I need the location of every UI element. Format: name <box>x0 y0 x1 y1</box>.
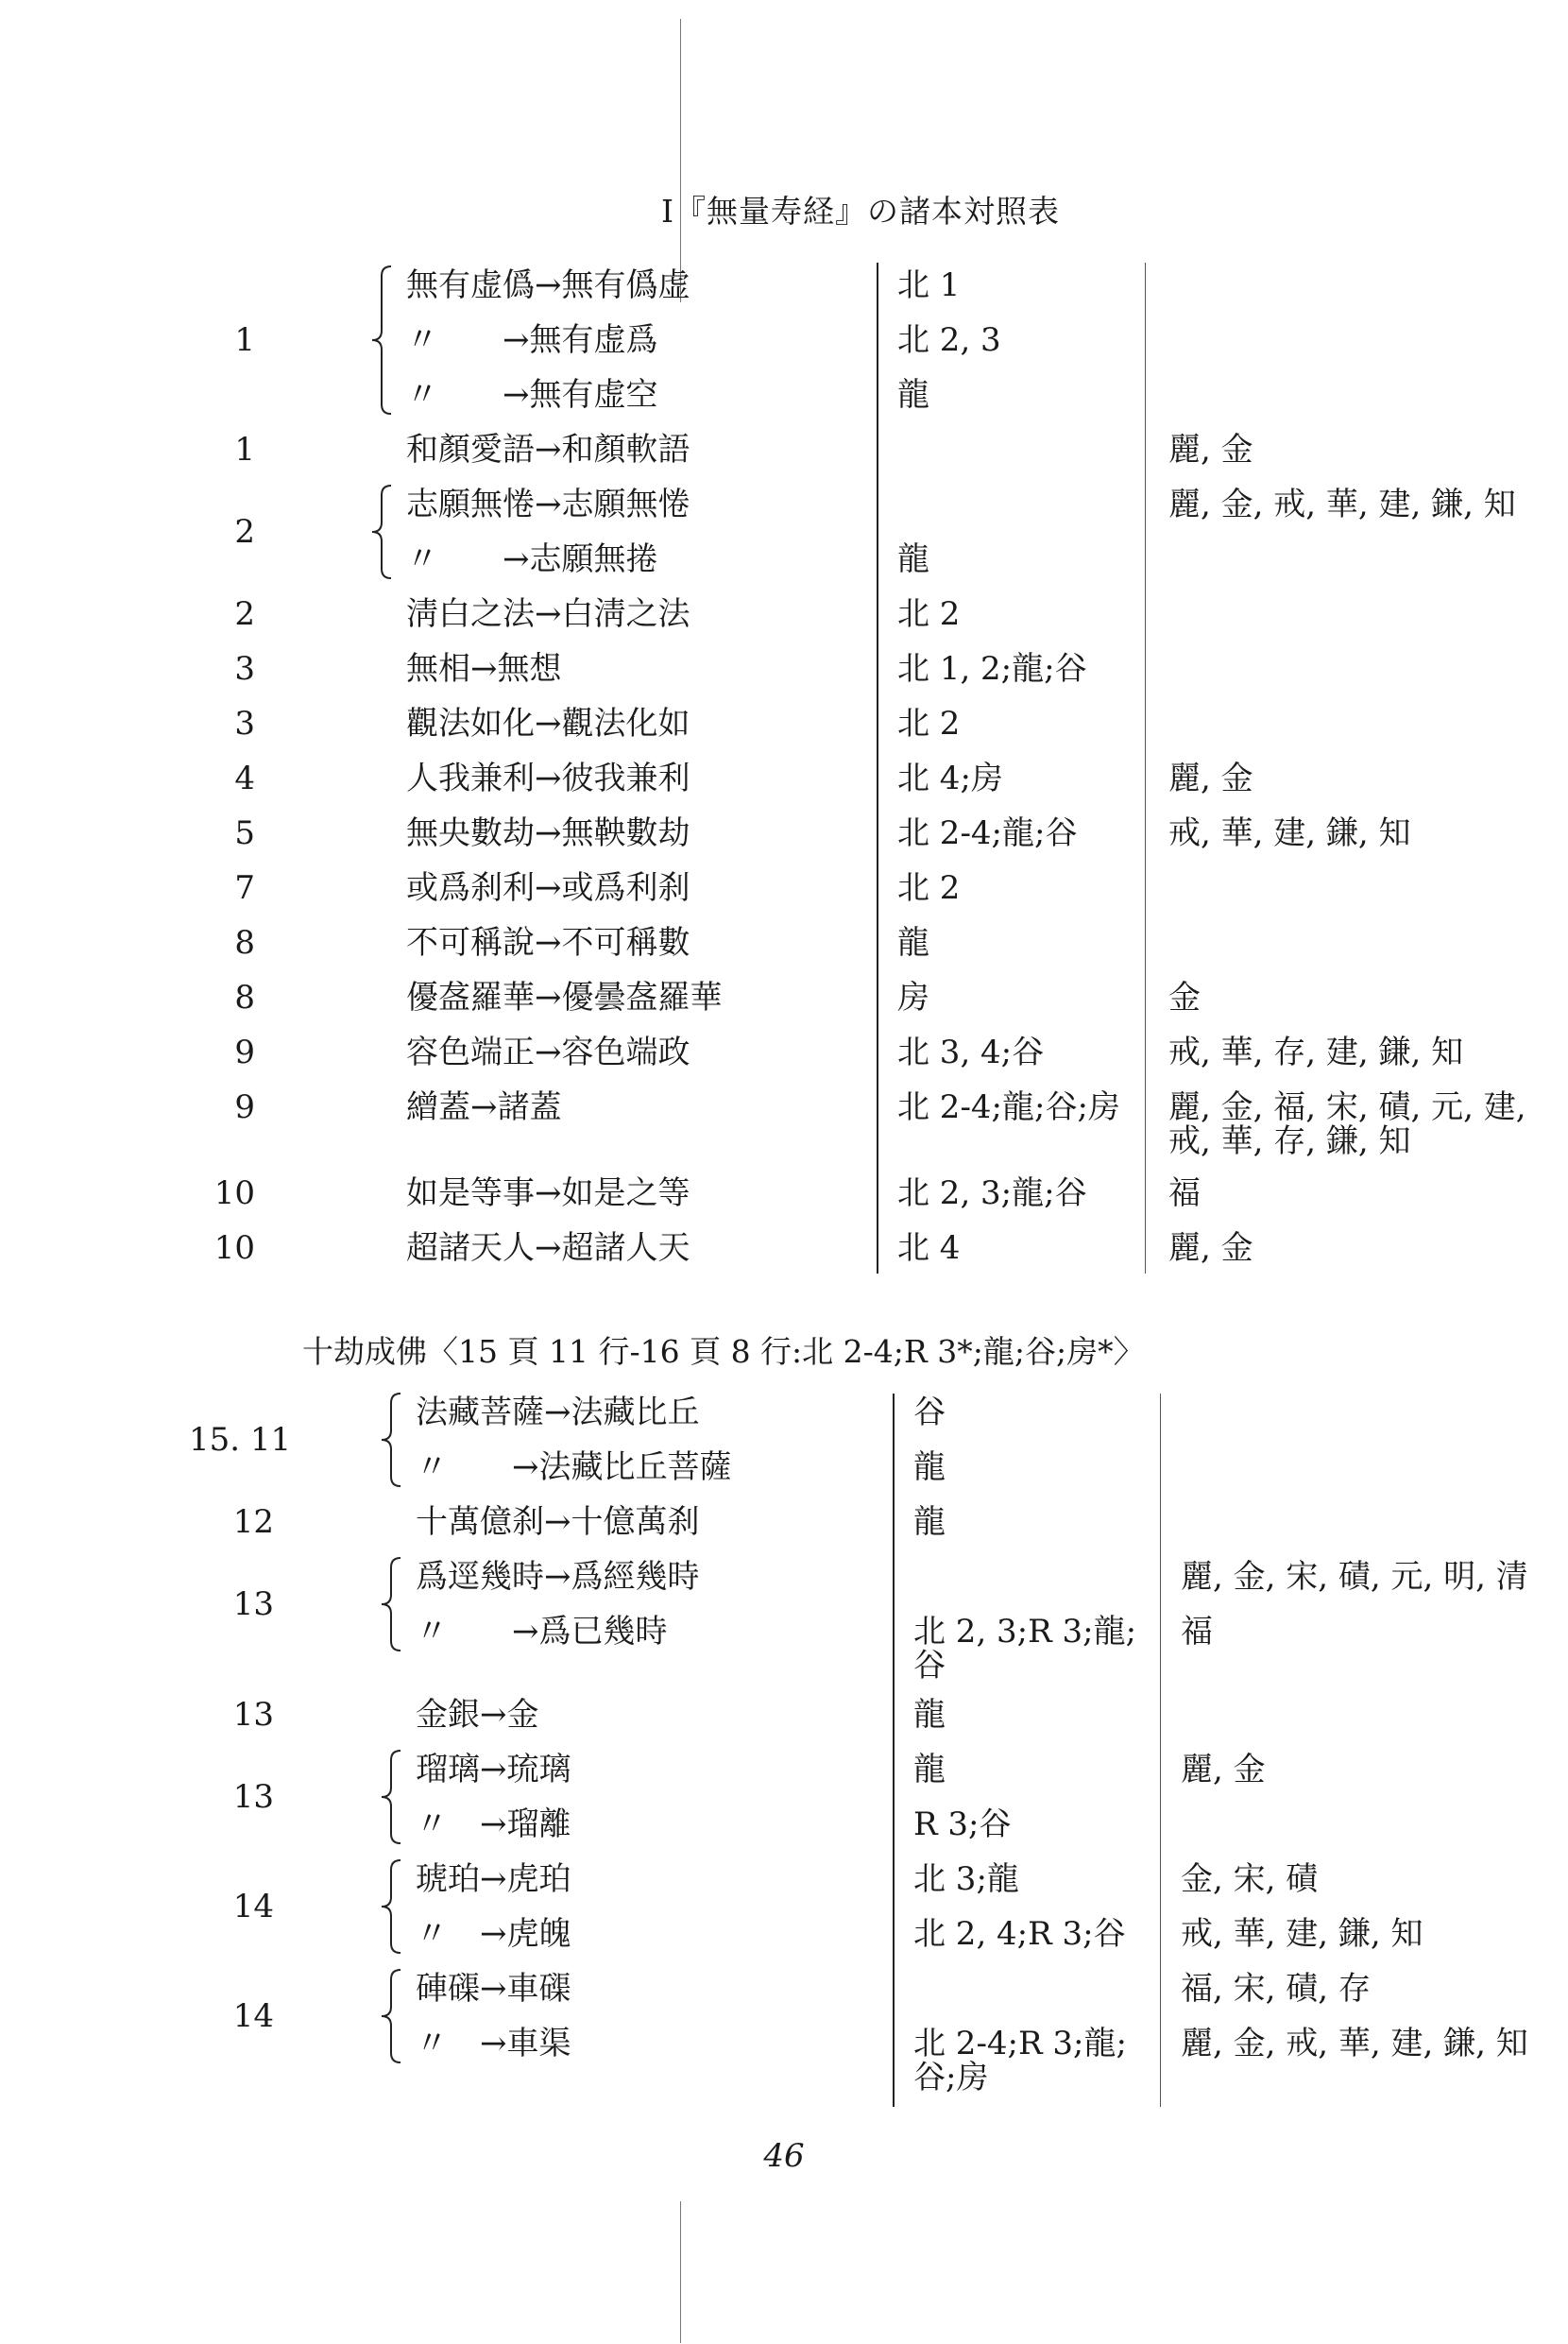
witness-column-2: 北 3, 4;谷 <box>897 1034 1045 1071</box>
witness-column-2: 龍 <box>913 1751 946 1788</box>
witness-column-3: 麗, 金 <box>1168 431 1253 469</box>
group-brace <box>378 1749 406 1845</box>
witness-column-3: 戒, 華, 建, 鎌, 知 <box>1168 814 1411 852</box>
witness-column-2: 谷 <box>913 1394 946 1431</box>
table-row <box>0 645 1568 693</box>
witness-column-2: 北 2-4;龍;谷;房 <box>897 1088 1120 1126</box>
witness-column-2: 北 2-4;龍;谷 <box>897 814 1078 852</box>
fold-line <box>680 19 681 302</box>
group-brace <box>378 1556 406 1652</box>
variant-reading: 無央數劫→無鞅數劫 <box>406 814 690 852</box>
witness-column-3: 麗, 金 <box>1181 1751 1266 1788</box>
witness-column-2: 北 2 <box>897 869 961 907</box>
table-row <box>0 536 1568 583</box>
row-number: 2 <box>234 513 255 551</box>
witness-column-3: 戒, 華, 存, 建, 鎌, 知 <box>1168 1034 1464 1071</box>
witness-column-3: 麗, 金, 福, 宋, 磧, 元, 建, <box>1168 1088 1526 1126</box>
witness-column-3: 戒, 華, 建, 鎌, 知 <box>1181 1915 1423 1953</box>
witness-column-3: 麗, 金, 宋, 磧, 元, 明, 清 <box>1181 1558 1528 1596</box>
table-row <box>0 1553 1568 1623</box>
variant-reading: 硨磲→車磲 <box>416 1970 571 2008</box>
row-number: 8 <box>234 924 255 962</box>
variant-reading: 容色端正→容色端政 <box>406 1034 690 1071</box>
witness-column-2: 北 2, 4;R 3;谷 <box>913 1915 1126 1953</box>
witness-column-2: 龍 <box>897 540 929 578</box>
section-heading: 十劫成佛〈15 頁 11 行-16 頁 8 行:北 2-4;R 3*;龍;谷;房*〉 <box>302 1333 1145 1370</box>
variant-reading: 〃 →無有虚爲 <box>406 321 658 359</box>
witness-column-2: 北 2, 3 <box>897 321 1001 359</box>
variant-reading: 如是等事→如是之等 <box>406 1174 690 1212</box>
row-number: 1 <box>234 431 255 469</box>
witness-column-3: 麗, 金 <box>1168 1229 1253 1267</box>
row-number: 10 <box>213 1229 255 1267</box>
row-number: 9 <box>234 1088 255 1126</box>
variant-reading: 琥珀→虎珀 <box>416 1860 571 1898</box>
row-number: 1 <box>234 321 255 359</box>
witness-column-3: 金, 宋, 磧 <box>1181 1860 1319 1898</box>
witness-column-3: 麗, 金 <box>1168 760 1253 797</box>
table-row <box>0 1224 1568 1272</box>
variant-reading: 十萬億刹→十億萬刹 <box>416 1503 700 1541</box>
variant-reading: 〃 →車渠 <box>416 2025 571 2062</box>
variant-reading: 法藏菩薩→法藏比丘 <box>416 1394 700 1431</box>
row-number: 13 <box>232 1778 274 1816</box>
group-brace <box>378 1968 406 2064</box>
table-row <box>0 1965 1568 2035</box>
table-row <box>0 1608 1568 1685</box>
witness-column-3: 福 <box>1168 1174 1201 1212</box>
variant-reading: 無相→無想 <box>406 650 562 688</box>
row-number: 14 <box>232 1997 274 2035</box>
group-brace <box>368 484 397 580</box>
table-row <box>0 481 1568 551</box>
row-number: 13 <box>232 1585 274 1623</box>
variant-reading: 優盋羅華→優曇盋羅華 <box>406 979 723 1017</box>
variant-reading: 或爲刹利→或爲利刹 <box>406 869 690 907</box>
table-row <box>0 1029 1568 1076</box>
table-row <box>0 1801 1568 1848</box>
witness-column-2: 北 1, 2;龍;谷 <box>897 650 1087 688</box>
table-row <box>0 1691 1568 1738</box>
row-number: 15. 11 <box>189 1421 292 1459</box>
variant-reading: 〃 →爲已幾時 <box>416 1613 668 1651</box>
table-row <box>0 371 1568 419</box>
variant-reading: 超諸天人→超諸人天 <box>406 1229 690 1267</box>
table-row <box>0 810 1568 857</box>
witness-column-2: 北 4;房 <box>897 760 1003 797</box>
variant-reading: 金銀→金 <box>416 1696 539 1734</box>
table-row <box>0 1084 1568 1160</box>
variant-reading: 不可稱說→不可稱數 <box>406 924 690 962</box>
table-row <box>0 919 1568 967</box>
variant-reading: 〃 →瑠離 <box>416 1805 571 1843</box>
table-row <box>0 2020 1568 2096</box>
witness-column-3: 福 <box>1181 1613 1213 1651</box>
table-row <box>0 1910 1568 1958</box>
table-row <box>0 1389 1568 1459</box>
row-number: 10 <box>213 1174 255 1212</box>
witness-column-2: 北 2 <box>897 705 961 743</box>
witness-column-2: 北 4 <box>897 1229 961 1267</box>
row-number: 3 <box>234 705 255 743</box>
table-row <box>0 974 1568 1021</box>
table-row <box>0 1444 1568 1491</box>
witness-column-2: 北 2, 3;R 3;龍; <box>913 1613 1137 1651</box>
table-row <box>0 1856 1568 1925</box>
table-row <box>0 1170 1568 1217</box>
group-brace <box>368 265 397 416</box>
table-row <box>0 590 1568 638</box>
table-row <box>0 317 1568 364</box>
row-number: 7 <box>234 869 255 907</box>
row-number: 3 <box>234 650 255 688</box>
group-brace <box>378 1392 406 1488</box>
group-brace <box>378 1858 406 1955</box>
row-number: 12 <box>232 1503 274 1541</box>
variant-reading: 〃 →無有虚空 <box>406 376 658 414</box>
page-title: Ⅰ『無量寿経』の諸本対照表 <box>661 193 1061 230</box>
witness-column-2: 龍 <box>897 924 929 962</box>
variant-reading: 人我兼利→彼我兼利 <box>406 760 690 797</box>
witness-column-2: 北 2-4;R 3;龍; <box>913 2025 1127 2062</box>
table-row <box>0 1746 1568 1816</box>
table-row <box>0 755 1568 802</box>
variant-reading: 志願無惓→志願無惓 <box>406 486 690 523</box>
witness-column-2-continued: 谷 <box>913 1647 946 1685</box>
witness-column-3: 福, 宋, 磧, 存 <box>1181 1970 1371 2008</box>
row-number: 4 <box>234 760 255 797</box>
witness-column-2: 龍 <box>913 1696 946 1734</box>
variant-reading: 觀法如化→觀法化如 <box>406 705 690 743</box>
variant-reading: 淸白之法→白淸之法 <box>406 595 690 633</box>
variant-reading: 〃 →法藏比丘菩薩 <box>416 1448 732 1486</box>
witness-column-2: 龍 <box>897 376 929 414</box>
page-number: 46 <box>763 2137 805 2175</box>
row-number: 8 <box>234 979 255 1017</box>
table-row <box>0 1498 1568 1546</box>
witness-column-2: 北 2 <box>897 595 961 633</box>
variant-reading: 〃 →志願無捲 <box>406 540 658 578</box>
variant-reading: 無有虚僞→無有僞虚 <box>406 266 690 304</box>
fold-line <box>680 2201 681 2343</box>
witness-column-2: 北 2, 3;龍;谷 <box>897 1174 1087 1212</box>
variant-reading: 〃 →虎魄 <box>416 1915 571 1953</box>
table-row <box>0 864 1568 912</box>
witness-column-2: 龍 <box>913 1448 946 1486</box>
witness-column-3-continued: 戒, 華, 存, 鎌, 知 <box>1168 1122 1411 1160</box>
witness-column-2: 北 3;龍 <box>913 1860 1019 1898</box>
witness-column-3: 麗, 金, 戒, 華, 建, 鎌, 知 <box>1181 2025 1528 2062</box>
row-number: 9 <box>234 1034 255 1071</box>
witness-column-2: 房 <box>897 979 929 1017</box>
table-row <box>0 700 1568 747</box>
variant-reading: 瑠璃→琉璃 <box>416 1751 571 1788</box>
witness-column-3: 麗, 金, 戒, 華, 建, 鎌, 知 <box>1168 486 1516 523</box>
table-row <box>0 426 1568 473</box>
row-number: 14 <box>232 1888 274 1925</box>
witness-column-2-continued: 谷;房 <box>913 2059 989 2096</box>
row-number: 2 <box>234 595 255 633</box>
witness-column-2: R 3;谷 <box>913 1805 1012 1843</box>
variant-reading: 爲逕幾時→爲經幾時 <box>416 1558 700 1596</box>
variant-reading: 繒蓋→諸蓋 <box>406 1088 562 1126</box>
witness-column-2: 龍 <box>913 1503 946 1541</box>
witness-column-3: 金 <box>1168 979 1201 1017</box>
row-number: 5 <box>234 814 255 852</box>
variant-reading: 和顏愛語→和顏軟語 <box>406 431 690 469</box>
row-number: 13 <box>232 1696 274 1734</box>
witness-column-2: 北 1 <box>897 266 961 304</box>
